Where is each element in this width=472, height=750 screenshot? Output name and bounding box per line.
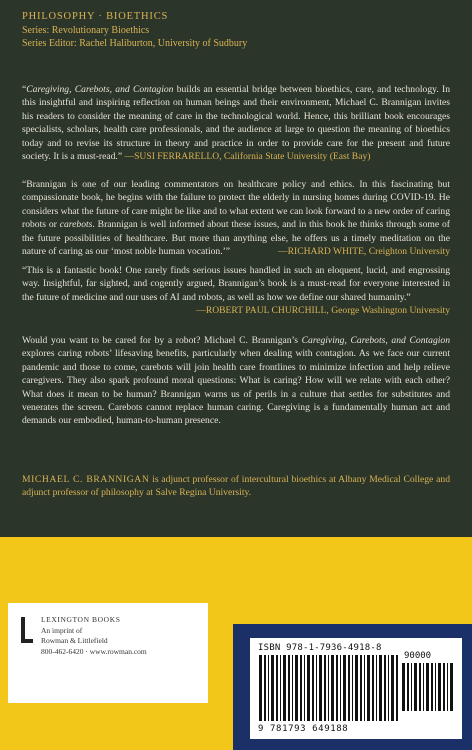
barcode-bar bbox=[348, 655, 350, 721]
barcode-bar bbox=[316, 655, 317, 721]
quote-text-b: . Brannigan is well informed about these issues, and in this book he thinks through some of the future possibilities of healthcare. But more than anything else, he offers us a timely meditation on the nature of caring as our ‘most noble human vocation.’” bbox=[22, 219, 450, 258]
header-block bbox=[22, 10, 452, 50]
barcode-bar bbox=[304, 655, 305, 721]
quote-book-title: Caregiving, Carebots, and Contagion bbox=[26, 84, 174, 95]
barcode-bar bbox=[419, 663, 421, 711]
barcode-bar bbox=[379, 655, 382, 721]
quote-attribution: —SUSI FERRARELLO, California State University (East Bay) bbox=[124, 151, 371, 163]
author-bio bbox=[22, 473, 450, 500]
barcode-bar bbox=[300, 655, 302, 721]
endorsement-white bbox=[22, 178, 450, 258]
barcode-bar bbox=[443, 663, 445, 711]
quote-attribution: —RICHARD WHITE, Creighton University bbox=[278, 246, 450, 258]
quote-text: builds an essential bridge between bioethics, care, and technology. In this insightful and inspiring reflection on human beings and their environment, Michael C. Brannigan invites his readers to consider the meaning of care in the technological world. Hence, this brilliant book encourages specialists, scholars, health care professionals, and the audience at large to question the meaning of bioethics today and to revise its structure in theory and practice in order to provide care for the present and future society. It is a must-read.” bbox=[22, 84, 451, 163]
quote-text: “This is a fantastic book! One rarely finds serious issues handled in such an eloquent, lucid, and engrossing way. Insightful, far sighted, and cogently argued, Brannigan’s book is a must-read for everyone interested in the future of medicine and our uses of AI and robots, as well as how we define our shared humanity.” bbox=[22, 265, 450, 303]
imprint-line: An imprint of bbox=[41, 625, 83, 635]
barcode-bar bbox=[402, 663, 405, 711]
barcode-bar bbox=[340, 655, 341, 721]
barcode-bar bbox=[435, 663, 436, 711]
addon-barcode-icon bbox=[402, 663, 454, 711]
barcode-bar bbox=[355, 655, 358, 721]
barcode-bar bbox=[388, 655, 389, 721]
barcode-bar bbox=[336, 655, 338, 721]
imprint-text bbox=[41, 615, 147, 657]
imprint-parent: Rowman & Littlefield bbox=[41, 636, 108, 645]
barcode-bar bbox=[423, 663, 424, 711]
barcode-bar bbox=[352, 655, 353, 721]
barcode-bar bbox=[283, 655, 286, 721]
quote-italic-word: carebots bbox=[59, 219, 93, 231]
barcode-bar bbox=[431, 663, 433, 711]
barcode-bar bbox=[307, 655, 310, 721]
book-description bbox=[22, 334, 450, 428]
quote-attribution: —ROBERT PAUL CHURCHILL, George Washington University bbox=[196, 305, 450, 317]
endorsement-ferrarello: “Caregiving, Carebots, and Contagion builds an essential bridge between bioethics, care, and technology. In this insightful and inspiring reflection on human beings and their environment, Michael C. Brannigan invites his readers to consider the meaning of care in the technological world. Hence, this brilliant book encourages specialists, scholars, health care professionals, and the audience at large to question the meaning of bioethics today and to revise its structure in theory and practice in order to provide care for the present and future society. It is a must-read.” —SUSI FERRARELLO, California State University (East Bay) bbox=[22, 84, 451, 163]
barcode-bar bbox=[288, 655, 290, 721]
barcode-bar bbox=[271, 655, 274, 721]
endorsement-churchill bbox=[22, 264, 450, 318]
barcode-bar bbox=[264, 655, 266, 721]
barcode-bar bbox=[276, 655, 278, 721]
barcode-bar bbox=[343, 655, 346, 721]
barcode-bar bbox=[367, 655, 370, 721]
barcode-bar bbox=[280, 655, 281, 721]
quote-text-a: “Brannigan is one of our leading commentators on healthcare policy and ethics. In this fascinating but compassionate book, he begins with the failure to protect the elderly in nursing homes during COVID-19. He considers what the future of care might be like and to what extent we can look forward to a new order of caring robots or bbox=[22, 179, 450, 231]
author-name: MICHAEL C. BRANNIGAN bbox=[22, 474, 150, 485]
barcode-bar bbox=[450, 663, 453, 711]
price-addon-label: 90000 bbox=[404, 651, 432, 661]
imprint-contact: 800-462-6420 · www.rowman.com bbox=[41, 646, 147, 656]
barcode-bar bbox=[414, 663, 417, 711]
barcode-bar bbox=[407, 663, 409, 711]
barcode-bar bbox=[292, 655, 293, 721]
ean-digits: 9 781793 649188 bbox=[258, 724, 349, 734]
barcode-bar bbox=[268, 655, 269, 721]
description-text-a: Would you want to be cared for by a robot? Michael C. Brannigan’s bbox=[22, 335, 302, 346]
description-text-b: explores caring robots’ lifesaving benefits, particularly when dealing with contagion. As we face our current pandemic and those to come, carebots will join health care frontlines to minimize infection and help relieve caregivers. They also spark profound moral questions: What is caring? How will we relate with each other? What does it mean to be human? Brannigan warns us of perils in a culture that settles for substitutes and venerates the screen. Carebots cannot replace human caring. Caregiving is a fundamentally human act and demands our embodied, human-to-human presence. bbox=[22, 348, 450, 427]
barcode-bar bbox=[372, 655, 374, 721]
series-editor-label: Series Editor: Rachel Haliburton, University of Sudbury bbox=[22, 38, 248, 49]
barcode-bar bbox=[376, 655, 377, 721]
barcode-bar bbox=[391, 655, 394, 721]
barcode-bar bbox=[426, 663, 429, 711]
barcode-bar bbox=[324, 655, 326, 721]
barcode-bar bbox=[331, 655, 334, 721]
barcode-bar bbox=[364, 655, 365, 721]
barcode-bar bbox=[384, 655, 386, 721]
barcode-bar bbox=[295, 655, 298, 721]
ean-barcode-icon bbox=[259, 655, 399, 721]
lexington-logo-icon bbox=[21, 617, 35, 643]
barcode-bar bbox=[328, 655, 329, 721]
isbn-label: ISBN 978-1-7936-4918-8 bbox=[258, 643, 382, 653]
barcode-bar bbox=[259, 655, 262, 721]
description-book-title: Caregiving, Carebots, and Contagion bbox=[301, 335, 451, 346]
barcode-bar bbox=[438, 663, 441, 711]
category-label: PHILOSOPHY · BIOETHICS bbox=[22, 11, 169, 22]
barcode-bar bbox=[312, 655, 314, 721]
series-label: Series: Revolutionary Bioethics bbox=[22, 25, 150, 36]
barcode-bar bbox=[360, 655, 362, 721]
barcode-bar bbox=[411, 663, 412, 711]
barcode-bar bbox=[396, 655, 398, 721]
author-bio-text: is adjunct professor of intercultural bioethics at Albany Medical College and adjunct professor of philosophy at Salve Regina University. bbox=[22, 474, 450, 499]
publisher-name: LEXINGTON BOOKS bbox=[41, 615, 121, 624]
publisher-imprint-box bbox=[8, 603, 208, 703]
barcode-bar bbox=[319, 655, 322, 721]
barcode-bar bbox=[447, 663, 448, 711]
